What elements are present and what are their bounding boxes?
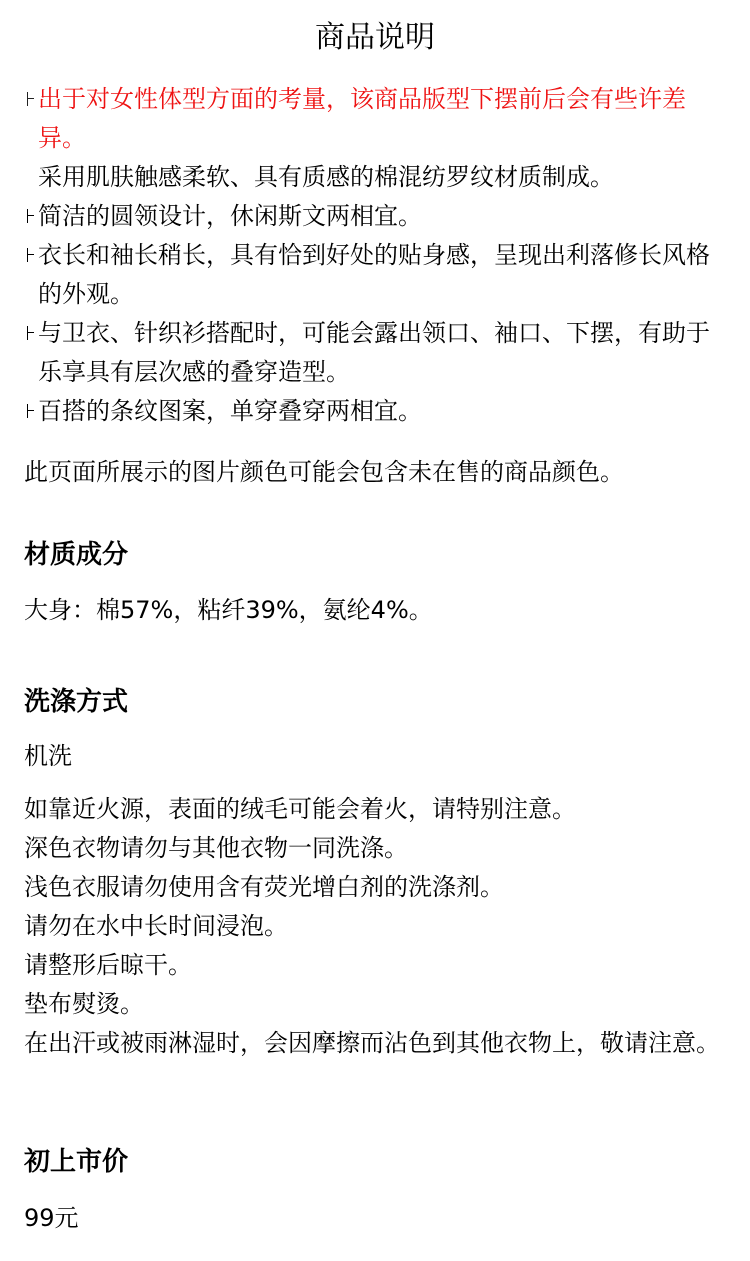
price-value: 99元 (24, 1204, 79, 1232)
washing-note: 垫布熨烫。 (24, 990, 144, 1018)
material-heading: 材质成分 (24, 540, 129, 570)
bullet-text: 百搭的条纹图案，单穿叠穿两相宜。 (38, 397, 422, 425)
washing-note: 深色衣物请勿与其他衣物一同洗涤。 (24, 834, 408, 862)
page-title: 商品说明 (315, 20, 435, 55)
bullet-text: 出于对女性体型方面的考量，该商品版型下摆前后会有些许差异。 (38, 85, 686, 152)
washing-method: 机洗 (24, 742, 72, 770)
bullet-text: 采用肌肤触感柔软、具有质感的棉混纺罗纹材质制成。 (38, 163, 614, 191)
bullet-text: 简洁的圆领设计，休闲斯文两相宜。 (38, 202, 422, 230)
description-bullet-list (24, 80, 730, 431)
washing-note: 如靠近火源，表面的绒毛可能会着火，请特别注意。 (24, 795, 576, 823)
bullet-marker-icon (27, 209, 34, 223)
bullet-marker-icon (27, 92, 34, 106)
washing-note: 浅色衣服请勿使用含有荧光增白剂的洗涤剂。 (24, 873, 504, 901)
material-composition: 大身：棉57%，粘纤39%，氨纶4%。 (24, 596, 433, 624)
bullet-item-pattern (24, 392, 730, 431)
bullet-marker-icon (27, 404, 34, 418)
bullet-item-layering (24, 314, 730, 392)
color-disclaimer: 此页面所展示的图片颜色可能会包含未在售的商品颜色。 (24, 458, 624, 486)
bullet-item-fit-note (24, 80, 730, 158)
bullet-text: 与卫衣、针织衫搭配时，可能会露出领口、袖口、下摆，有助于乐享具有层次感的叠穿造型。 (38, 319, 710, 386)
bullet-item-length (24, 236, 730, 314)
bullet-item-material (24, 158, 730, 197)
washing-heading: 洗涤方式 (24, 687, 129, 717)
bullet-item-collar (24, 197, 730, 236)
washing-note: 请勿在水中长时间浸泡。 (24, 912, 288, 940)
bullet-text: 衣长和袖长稍长，具有恰到好处的贴身感，呈现出利落修长风格的外观。 (38, 241, 710, 308)
washing-note: 在出汗或被雨淋湿时，会因摩擦而沾色到其他衣物上，敬请注意。 (24, 1029, 720, 1057)
bullet-marker-icon (27, 248, 34, 262)
price-heading: 初上市价 (24, 1147, 129, 1177)
washing-notes (24, 790, 730, 1063)
washing-note: 请整形后晾干。 (24, 951, 192, 979)
bullet-marker-icon (27, 326, 34, 340)
